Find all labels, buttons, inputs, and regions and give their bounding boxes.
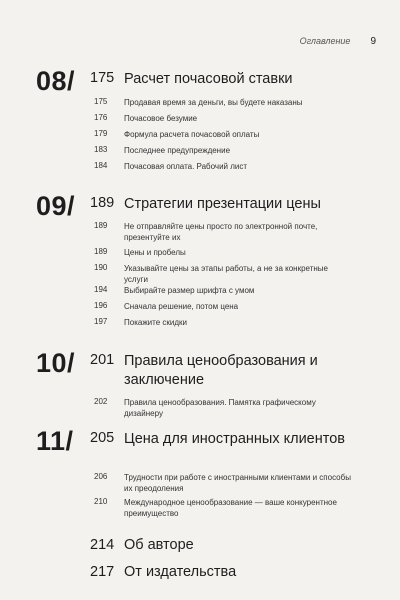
chapter-page: 205 (90, 430, 115, 446)
extra-title: От издательства (124, 564, 237, 580)
entry-title: Почасовое безумие (124, 114, 198, 123)
extra-page: 214 (90, 537, 115, 553)
entry-title: Почасовая оплата. Рабочий лист (124, 162, 248, 171)
entry-page: 189 (94, 247, 108, 256)
entry-title: Продавая время за деньги, вы будете наказаны (124, 98, 303, 107)
running-head (300, 36, 376, 47)
entry-title: Сначала решение, потом цена (124, 302, 239, 311)
entry-title: Правила ценообразования. Памятка графическому дизайнеру (124, 398, 316, 418)
entry-title: Формула расчета почасовой оплаты (124, 130, 260, 139)
entry-page: 175 (94, 97, 108, 106)
extra-title: Об авторе (124, 537, 194, 553)
entry-page: 190 (94, 263, 108, 272)
chapter-page: 189 (90, 195, 115, 211)
entry-page: 184 (94, 161, 108, 170)
entry-title: Цены и пробелы (124, 248, 186, 257)
entry-page: 210 (94, 497, 108, 506)
chapter-page: 175 (90, 70, 115, 86)
extra-page: 217 (90, 564, 115, 580)
chapter-title: Цена для иностранных клиентов (124, 431, 345, 447)
entry-title: Международное ценообразование — ваше конкурентное преимущество (124, 498, 337, 518)
entry-page: 183 (94, 145, 108, 154)
chapter-number: 08/ (36, 66, 76, 96)
chapter-title: Стратегии презентации цены (124, 196, 321, 212)
entry-page: 202 (94, 397, 108, 406)
entry-title: Выбирайте размер шрифта с умом (124, 286, 255, 295)
entry-title: Не отправляйте цены просто по электронной почте, презентуйте их (124, 222, 318, 242)
entry-title: Трудности при работе с иностранными клиентами и способы их преодоления (124, 473, 351, 493)
chapter-title: Расчет почасовой ставки (124, 71, 293, 87)
entry-page: 179 (94, 129, 108, 138)
chapter-page: 201 (90, 352, 115, 368)
chapter-number: 09/ (36, 191, 76, 221)
entry-page: 194 (94, 285, 108, 294)
page-number: 9 (370, 36, 376, 47)
entry-page: 176 (94, 113, 108, 122)
entry-page: 196 (94, 301, 108, 310)
entry-page: 206 (94, 472, 108, 481)
entry-title: Указывайте цены за этапы работы, а не за конкретные услуги (124, 264, 328, 284)
entry-title: Покажите скидки (124, 318, 187, 327)
chapter-number: 11/ (36, 426, 74, 456)
chapter-number: 10/ (36, 348, 76, 378)
running-head-title: Оглавление (299, 36, 351, 46)
entry-page: 197 (94, 317, 108, 326)
entry-title: Последнее предупреждение (124, 146, 231, 155)
chapter-title: Правила ценообразования и заключение (124, 353, 318, 388)
entry-page: 189 (94, 221, 108, 230)
